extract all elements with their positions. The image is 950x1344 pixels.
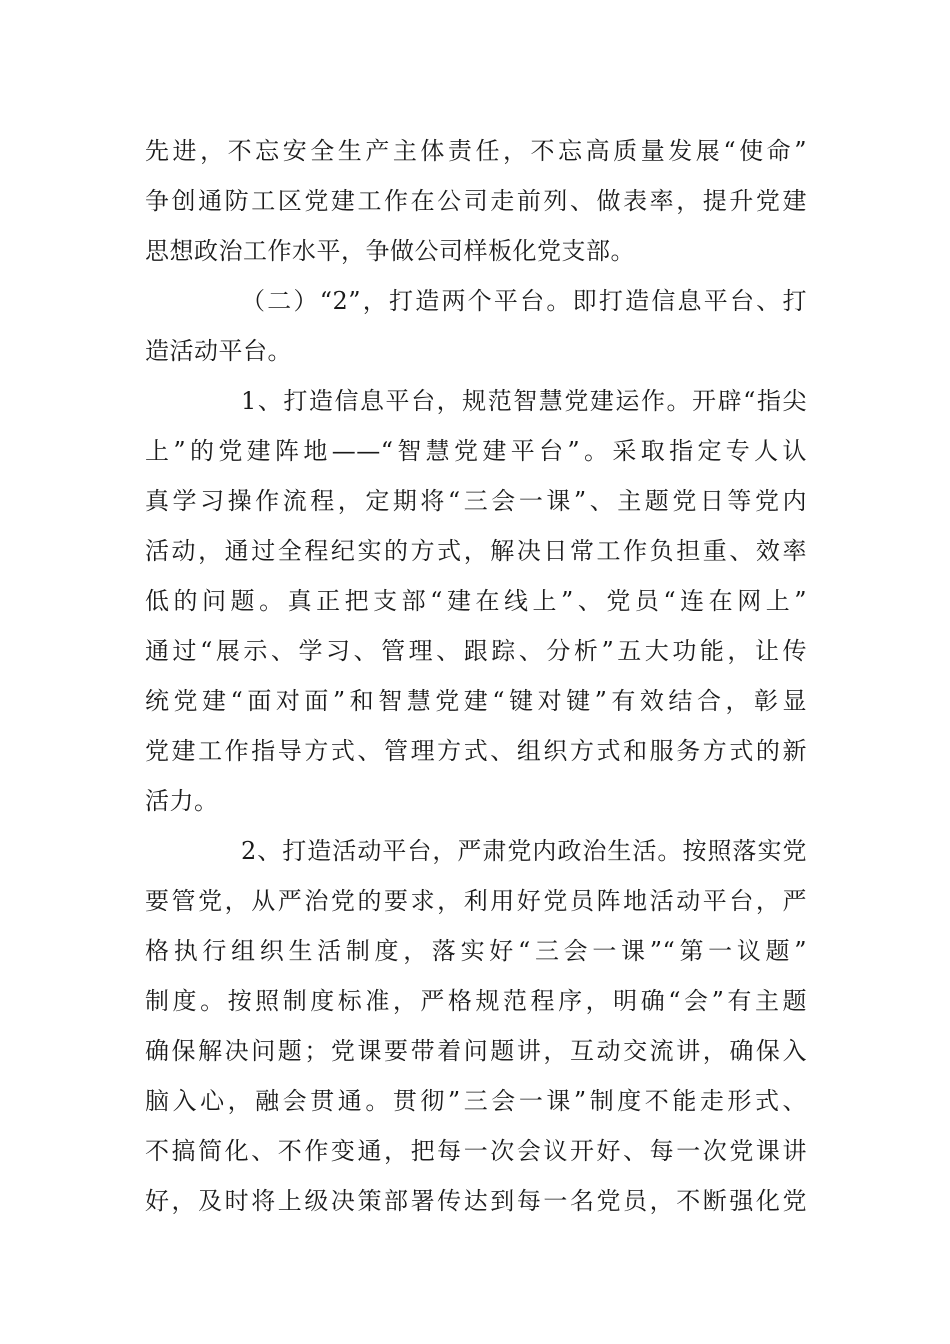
paragraph-continued <box>145 126 807 276</box>
text-line: 制度。按照制度标准，严格规范程序，明确“会”有主题 <box>145 987 807 1015</box>
paragraph-item-2 <box>145 826 807 1226</box>
text-line: 1、打造信息平台，规范智慧党建运作。开辟“指尖 <box>241 387 807 415</box>
text-line: 脑入心，融会贯通。贯彻”三会一课”制度不能走形式、 <box>145 1087 807 1115</box>
text-line: 确保解决问题；党课要带着问题讲，互动交流讲，确保入 <box>145 1037 807 1065</box>
text-line: 活动，通过全程纪实的方式，解决日常工作负担重、效率 <box>145 537 807 565</box>
document-body <box>145 126 807 1226</box>
text-line: 低的问题。真正把支部“建在线上”、党员“连在网上” <box>145 587 807 615</box>
text-line: 要管党，从严治党的要求，利用好党员阵地活动平台，严 <box>145 887 807 915</box>
text-line: 不搞简化、不作变通，把每一次会议开好、每一次党课讲 <box>145 1137 807 1165</box>
text-line: 上”的党建阵地——“智慧党建平台”。采取指定专人认 <box>145 437 807 465</box>
section-heading-2 <box>145 276 807 376</box>
text-line: 先进，不忘安全生产主体责任，不忘高质量发展“使命” <box>145 137 807 165</box>
paragraph-item-1 <box>145 376 807 826</box>
text-line: 党建工作指导方式、管理方式、组织方式和服务方式的新 <box>145 737 807 765</box>
text-line: （二）“2”，打造两个平台。即打造信息平台、打 <box>241 287 807 315</box>
text-line: 格执行组织生活制度，落实好“三会一课”“第一议题” <box>145 937 807 965</box>
text-line: 活力。 <box>145 787 219 815</box>
text-line: 思想政治工作水平，争做公司样板化党支部。 <box>145 237 635 265</box>
text-line: 真学习操作流程，定期将“三会一课”、主题党日等党内 <box>145 487 807 515</box>
text-line: 争创通防工区党建工作在公司走前列、做表率，提升党建 <box>145 187 807 215</box>
text-line: 2、打造活动平台，严肃党内政治生活。按照落实党 <box>241 837 807 865</box>
text-line: 通过“展示、学习、管理、跟踪、分析”五大功能，让传 <box>145 637 807 665</box>
text-line: 好，及时将上级决策部署传达到每一名党员，不断强化党 <box>145 1187 807 1215</box>
text-line: 统党建“面对面”和智慧党建“键对键”有效结合，彰显 <box>145 687 807 715</box>
text-line: 造活动平台。 <box>145 337 292 365</box>
